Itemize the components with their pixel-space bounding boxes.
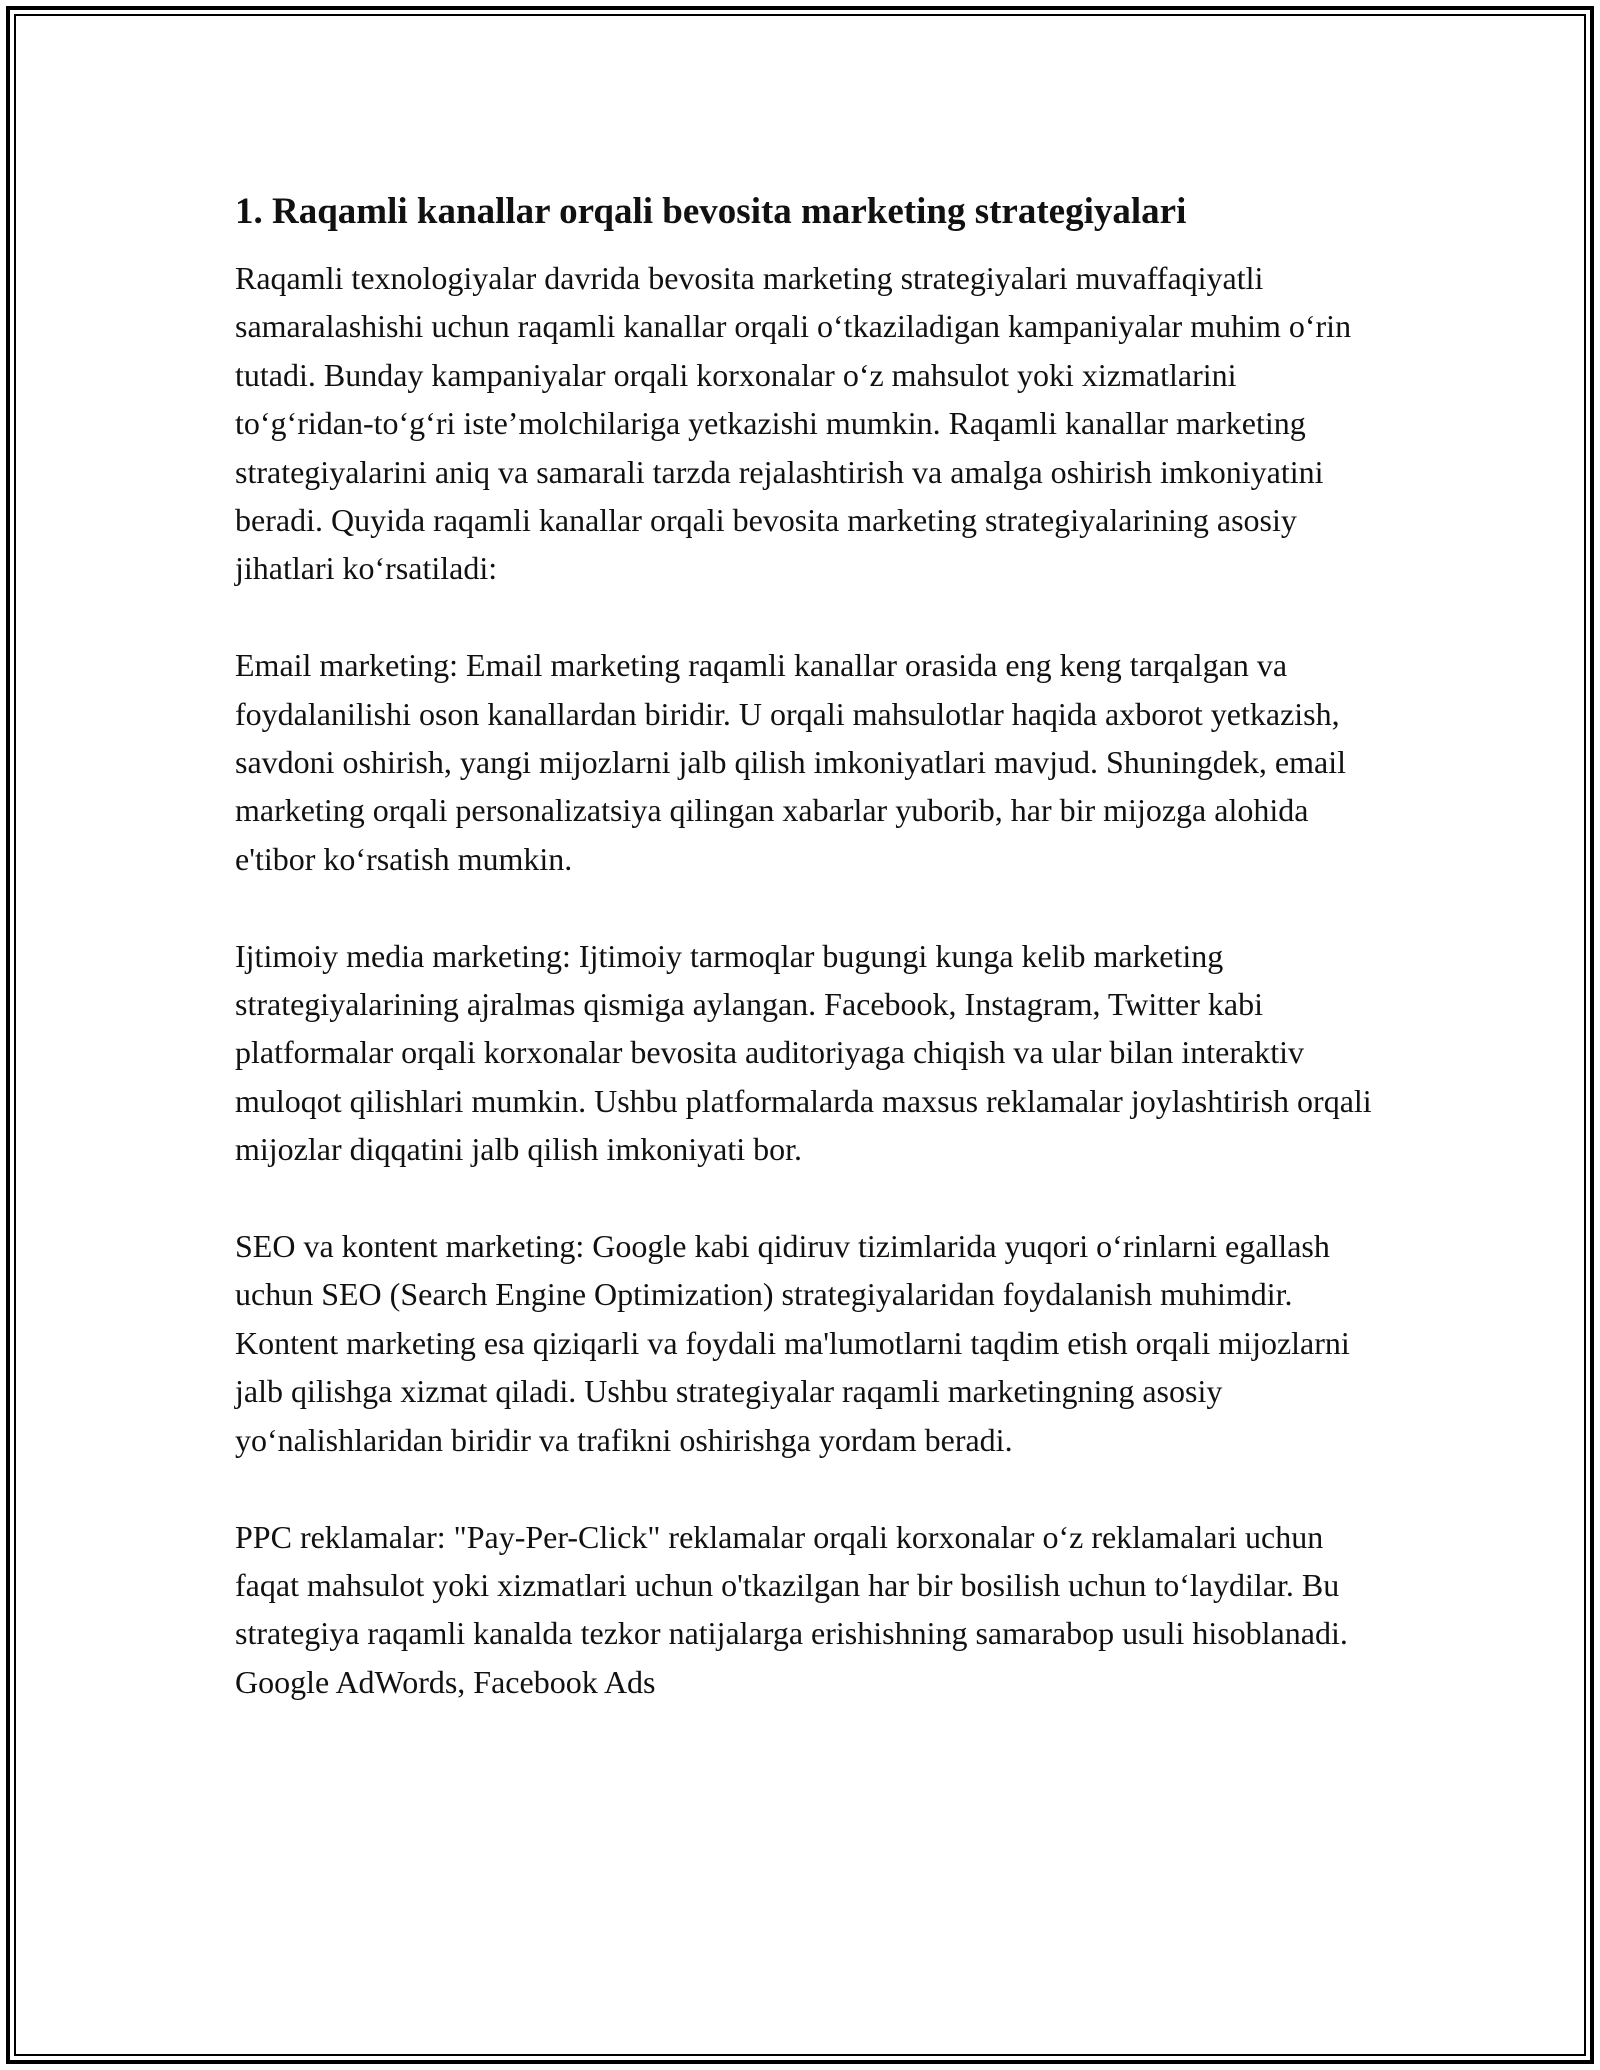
section-heading: 1. Raqamli kanallar orqali bevosita marketing strategiyalari: [235, 191, 1187, 232]
paragraph-social-media-marketing: Ijtimoiy media marketing: Ijtimoiy tarmoqlar bugungi kunga kelib marketing strategiyalarining ajralmas qismiga aylangan. Facebook, Instagram, Twitter kabi platformalar orqali korxonalar bevosita auditoriyaga chiqish va ular bilan interaktiv muloqot qilishlari mumkin. Ushbu platformalarda maxsus reklamalar joylashtirish orqali mijozlar diqqatini jalb qilish imkoniyati bor.: [235, 937, 1372, 1168]
document-body: [235, 186, 1375, 1706]
paragraph-email-marketing: Email marketing: Email marketing raqamli kanallar orasida eng keng tarqalgan va foydalanilishi oson kanallardan biridir. U orqali mahsulotlar haqida axborot yetkazish, savdoni oshirish, yangi mijozlarni jalb qilish imkoniyatlari mavjud. Shuningdek, email marketing orqali personalizatsiya qilingan xabarlar yuborib, har bir mijozga alohida e'tibor ko‘rsatish mumkin.: [235, 647, 1346, 877]
paragraph-ppc-ads: PPC reklamalar: "Pay-Per-Click" reklamalar orqali korxonalar o‘z reklamalari uchun faqat mahsulot yoki xizmatlari uchun o'tkazilgan har bir bosilish uchun to‘laydilar. Bu strategiya raqamli kanalda tezkor natijalarga erishishning samarabop usuli hisoblanadi. Google AdWords, Facebook Ads: [235, 1518, 1348, 1700]
paragraph-intro: Raqamli texnologiyalar davrida bevosita marketing strategiyalari muvaffaqiyatli samaralashishi uchun raqamli kanallar orqali o‘tkaziladigan kampaniyalar muhim o‘rin tutadi. Bunday kampaniyalar orqali korxonalar o‘z mahsulot yoki xizmatlarini to‘g‘ridan-to‘g‘ri iste’molchilariga yetkazishi mumkin. Raqamli kanallar marketing strategiyalarini aniq va samarali tarzda rejalashtirish va amalga oshirish imkoniyatini beradi. Quyida raqamli kanallar orqali bevosita marketing strategiyalarining asosiy jihatlari ko‘rsatiladi:: [235, 260, 1352, 587]
paragraph-seo-content-marketing: SEO va kontent marketing: Google kabi qidiruv tizimlarida yuqori o‘rinlarni egallash uchun SEO (Search Engine Optimization) strategiyalaridan foydalanish muhimdir. Kontent marketing esa qiziqarli va foydali ma'lumotlarni taqdim etish orqali mijozlarni jalb qilishga xizmat qiladi. Ushbu strategiyalar raqamli marketingning asosiy yo‘nalishlaridan biridir va trafikni oshirishga yordam beradi.: [235, 1228, 1350, 1458]
